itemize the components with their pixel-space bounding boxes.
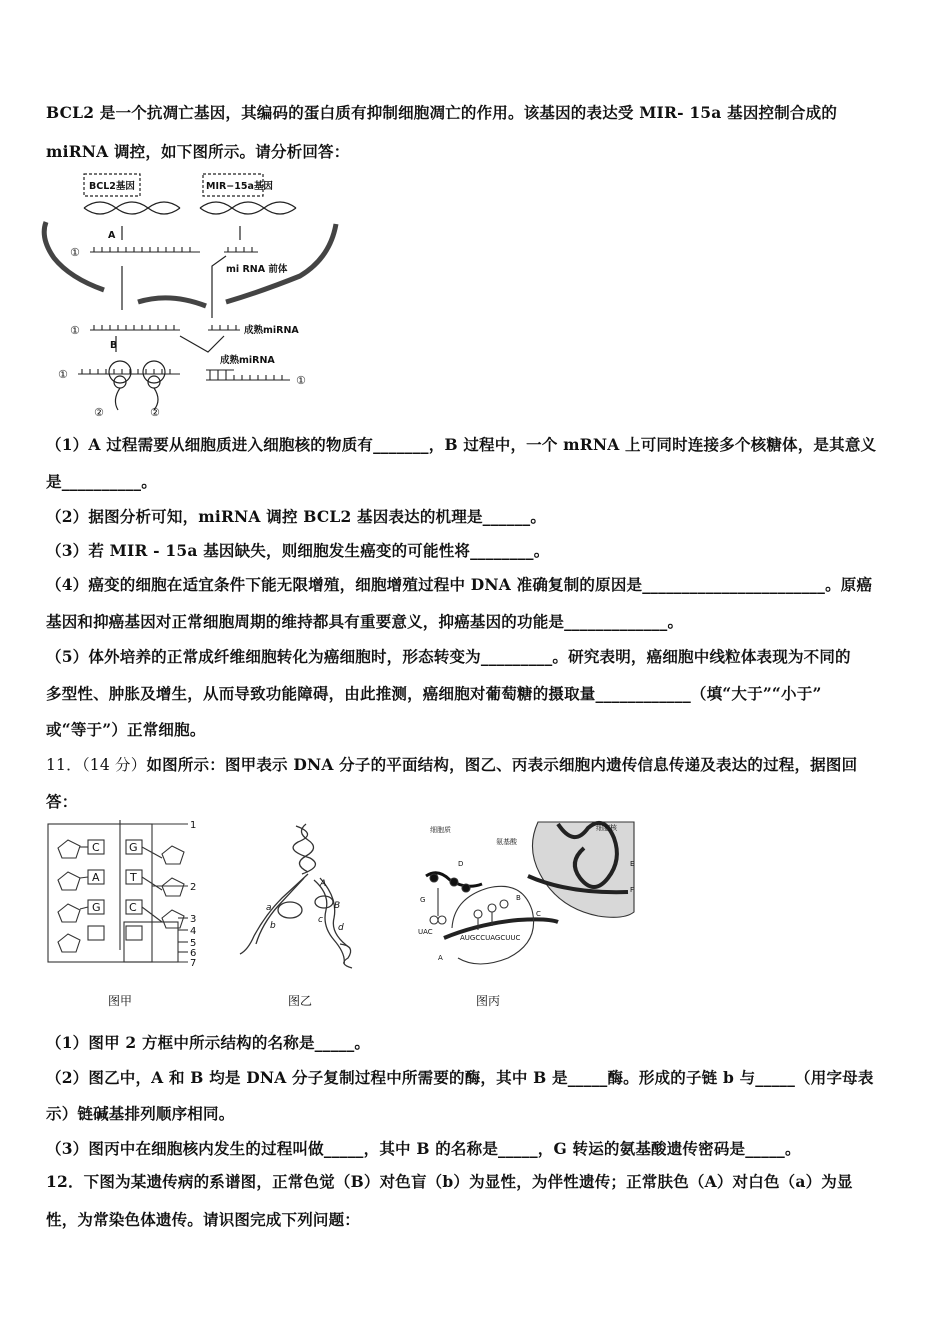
q12-line-2: 性，为常染色体遗传。请识图完成下列问题： xyxy=(46,1210,361,1229)
enzyme-a-label: A xyxy=(320,879,327,889)
q10-p1-a: （1）A 过程需要从细胞质进入细胞核的物质有_______，B 过程中，一个 mRNA 上可同时连接多个核糖体，是其意义 xyxy=(46,435,877,454)
ribosome xyxy=(109,361,165,410)
mirna-precursor-label: mi RNA 前体 xyxy=(226,264,288,275)
base-label: C xyxy=(129,901,137,914)
mirna-regulation-diagram xyxy=(40,168,340,420)
nucleus-label: 细胞核 xyxy=(596,824,617,832)
enzyme-b-label: B xyxy=(334,901,341,911)
strand-b-label: b xyxy=(270,921,276,931)
base-label: G xyxy=(92,901,101,914)
q10-p4-a: （4）癌变的细胞在适宜条件下能无限增殖，细胞增殖过程中 DNA 准确复制的原因是_______________________。原癌 xyxy=(46,575,873,594)
structure-number: 5 xyxy=(190,938,197,949)
figure-yi-caption: 图乙 xyxy=(288,994,313,1008)
q10-p4-b: 基因和抑癌基因对正常细胞周期的维持都具有重要意义，抑癌基因的功能是_____________。 xyxy=(46,612,684,631)
q12-line-1: 12．下图为某遗传病的系谱图，正常色觉（B）对色盲（b）为显性，为伴性遗传；正常肤色（A）对白色（a）为显 xyxy=(46,1172,853,1191)
letter-f-label: F xyxy=(630,886,635,894)
q11-stem-b: 答： xyxy=(46,792,78,811)
structure-number: 1 xyxy=(190,820,197,831)
figure-jia-dna-structure xyxy=(40,818,210,1013)
structure-number: 7 xyxy=(190,958,197,969)
q11-p3: （3）图丙中在细胞核内发生的过程叫做_____，其中 B 的名称是_____，G 转运的氨基酸遗传密码是_____。 xyxy=(46,1139,801,1158)
figure-bing-caption: 图丙 xyxy=(476,994,501,1008)
q10-p5-b: 多型性、肿胀及增生，从而导致功能障碍，由此推测，癌细胞对葡萄糖的摄取量____________（填“大于”“小于” xyxy=(46,684,822,703)
q10-p2: （2）据图分析可知，miRNA 调控 BCL2 基因表达的机理是______。 xyxy=(46,507,547,526)
base-label: A xyxy=(92,871,100,884)
process-b-label: B xyxy=(110,340,118,351)
figure-jia-caption: 图甲 xyxy=(108,994,133,1008)
structure-number: 2 xyxy=(190,882,197,893)
intro-line-2: miRNA 调控，如下图所示。请分析回答： xyxy=(46,142,350,161)
circle-1-label: ① xyxy=(70,246,80,259)
svg-text:①: ① xyxy=(58,368,68,381)
strand-c-label: c xyxy=(318,915,323,925)
dna-helix-strand xyxy=(84,202,180,214)
letter-c-label: C xyxy=(536,910,541,918)
q11-number: 11．（14 分） xyxy=(46,756,147,774)
letter-b-label: B xyxy=(516,894,521,902)
base-label: T xyxy=(130,871,137,884)
circle-2-label: ② xyxy=(94,406,104,419)
structure-number: 3 xyxy=(190,914,197,925)
figure-bing-translation xyxy=(408,818,640,1013)
nucleus-region xyxy=(532,822,634,917)
cytoplasm-label: 细胞质 xyxy=(430,826,451,834)
letter-e-label: E xyxy=(630,860,635,868)
base-label: G xyxy=(129,841,138,854)
strand-d-label: d xyxy=(338,923,344,933)
q10-p3: （3）若 MIR - 15a 基因缺失，则细胞发生癌变的可能性将________。 xyxy=(46,541,550,560)
base-label: C xyxy=(92,841,100,854)
q10-p5-c: 或“等于”）正常细胞。 xyxy=(46,720,206,739)
codon-sequence-label: AUGCCUAGCUUC xyxy=(460,934,521,942)
q10-p1-b: 是__________。 xyxy=(46,472,157,491)
svg-text:①: ① xyxy=(70,324,80,337)
q10-p5-a: （5）体外培养的正常成纤维细胞转化为癌细胞时，形态转变为_________。研究表明，癌细胞中线粒体表现为不同的 xyxy=(46,647,851,666)
dna-helix-strand xyxy=(84,202,180,214)
mir-gene-label: MIR−15a基因 xyxy=(206,181,273,192)
letter-d-label: D xyxy=(458,860,464,868)
q11-stem-a xyxy=(46,753,857,775)
daughter-strand xyxy=(240,874,308,954)
letter-a-label: A xyxy=(438,954,443,962)
anticodon-label: UAC xyxy=(418,928,433,936)
structure-number: 6 xyxy=(190,948,197,959)
bcl2-gene-label: BCL2基因 xyxy=(89,181,135,192)
mature-mirna-label-2: 成熟miRNA xyxy=(220,355,275,366)
q11-stem-text: 如图所示：图甲表示 DNA 分子的平面结构，图乙、丙表示细胞内遗传信息传递及表达的过程，据图回 xyxy=(146,755,858,774)
intro-line-1: BCL2 是一个抗凋亡基因，其编码的蛋白质有抑制细胞凋亡的作用。该基因的表达受 MIR- 15a 基因控制合成的 xyxy=(46,103,838,122)
strand-a-label: a xyxy=(266,903,272,913)
svg-text:②: ② xyxy=(150,406,160,419)
q11-p2-b: 示）链碱基排列顺序相同。 xyxy=(46,1104,235,1123)
svg-text:①: ① xyxy=(296,374,306,387)
process-a-label: A xyxy=(108,230,116,241)
letter-g-label: G xyxy=(420,896,426,904)
figure-yi-replication xyxy=(226,818,376,1013)
mature-mirna-label-1: 成熟miRNA xyxy=(244,325,299,336)
q11-p2-a: （2）图乙中，A 和 B 均是 DNA 分子复制过程中所需要的酶，其中 B 是_____酶。形成的子链 b 与_____（用字母表 xyxy=(46,1068,874,1087)
amino-acid-label: 氨基酸 xyxy=(496,838,517,846)
structure-number: 4 xyxy=(190,926,197,937)
q11-p1: （1）图甲 2 方框中所示结构的名称是_____。 xyxy=(46,1033,371,1052)
